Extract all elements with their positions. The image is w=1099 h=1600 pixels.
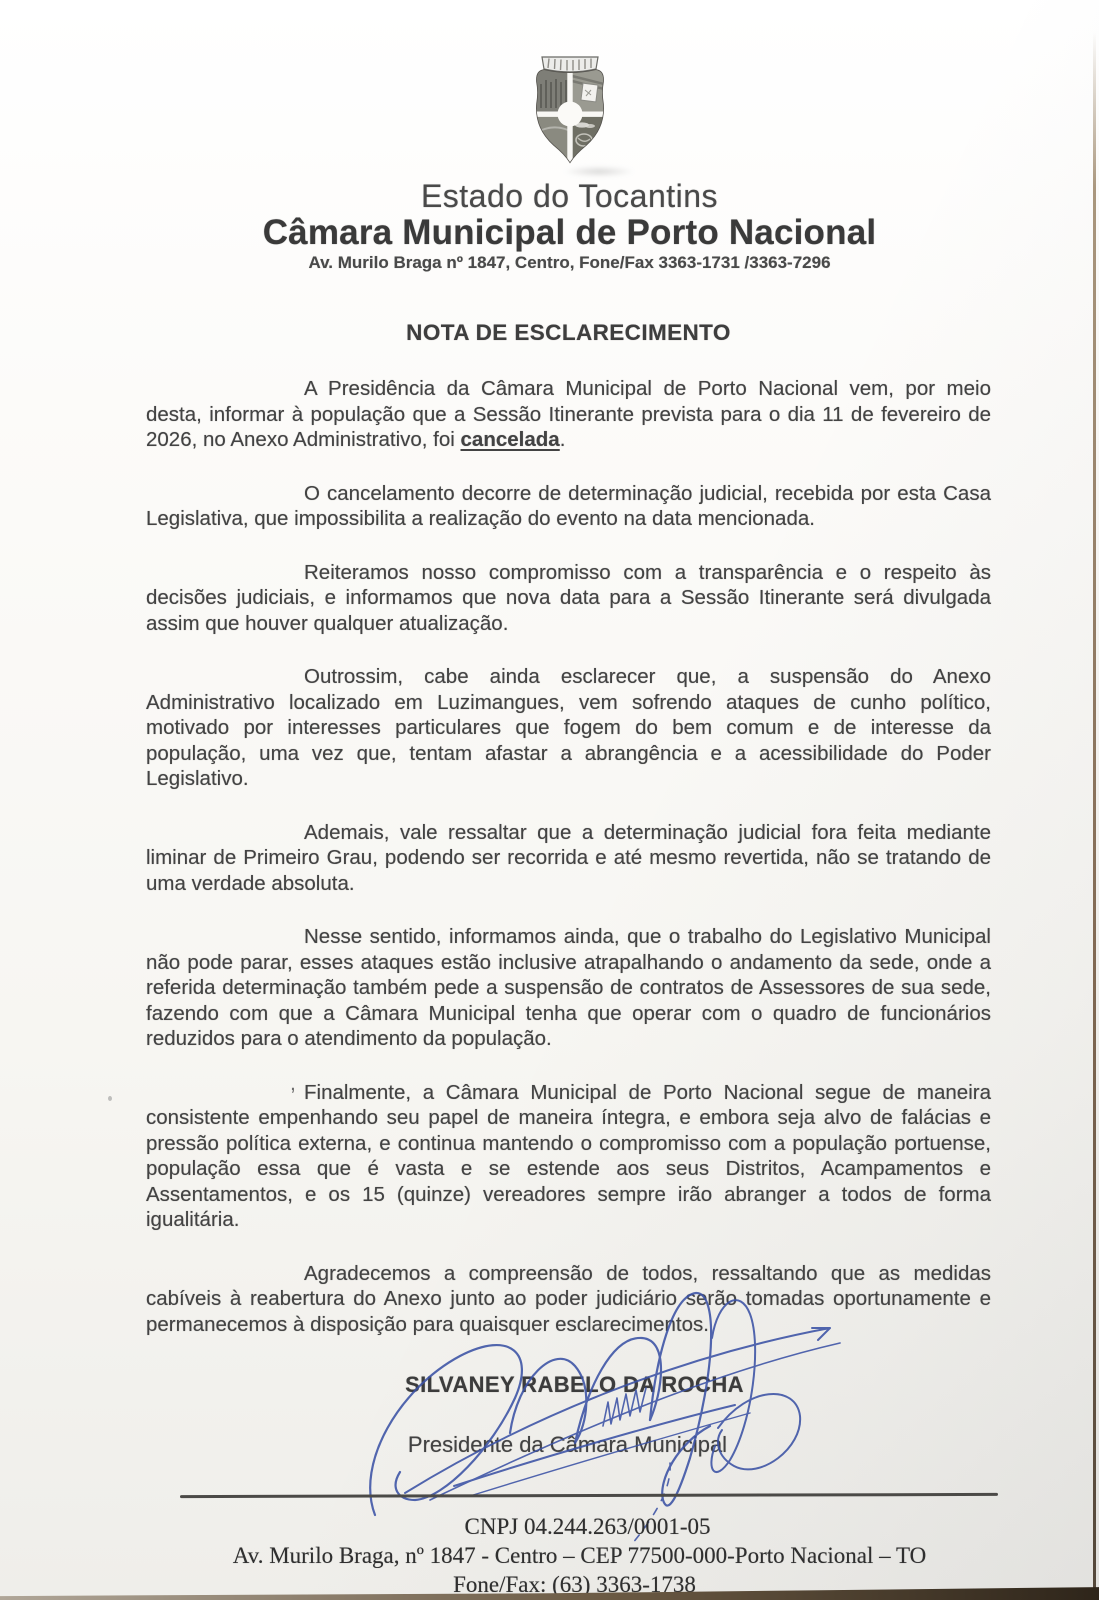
letterhead-state: Estado do Tocantins (420, 178, 719, 214)
handwritten-signature (360, 1248, 920, 1548)
letterhead-address: Av. Murilo Braga nº 1847, Centro, Fone/Fax 3363-1731 /3363-7296 (308, 253, 831, 272)
paragraph-1 (146, 376, 991, 453)
paragraph-8: Agradecemos a compreensão de todos, ressaltando que as medidas cabíveis à reabertura do Anexo junto ao poder judiciário serão tomadas oportunamente e permanecemos à disposição para quaisquer esclarecimentos. (146, 1261, 991, 1336)
signatory-role: Presidente da Câmara Municipal (407, 1432, 728, 1457)
paragraph-2: O cancelamento decorre de determinação judicial, recebida por esta Casa Legislativa, que impossibilita a realização do evento na data mencionada. (146, 481, 991, 530)
signatory-name: SILVANEY RABELO DA ROCHA (405, 1372, 744, 1397)
scan-dot-artifact (108, 1096, 112, 1101)
letterhead-institution: Câmara Municipal de Porto Nacional (262, 213, 877, 252)
paragraph-3: Reiteramos nosso compromisso com a transparência e o respeito às decisões judiciais, e informamos que nova data para a Sessão Itinerante será divulgada assim que houver qualquer atualização. (146, 560, 991, 635)
paragraph-5: Ademais, vale ressaltar que a determinação judicial fora feita mediante liminar de Primeiro Grau, podendo ser recorrida e até mesmo revertida, não se tratando de uma verdade absoluta. (146, 820, 991, 895)
paper-edge (1093, 32, 1096, 1592)
ink-artifact: , (290, 1072, 296, 1095)
footer-phone: Fone/Fax: (63) 3363-1738 (453, 1572, 696, 1597)
coat-of-arms-icon (520, 54, 620, 166)
scan-smudge (563, 166, 635, 177)
footer-cnpj: CNPJ 04.244.263/0001-05 (464, 1514, 711, 1539)
footer-address: Av. Murilo Braga, nº 1847 - Centro – CEP 77500-000-Porto Nacional – TO (232, 1543, 927, 1568)
paragraph-7: Finalmente, a Câmara Municipal de Porto Nacional segue de maneira consistente empenhando seu papel de maneira íntegra, e embora seja alvo de falácias e pressão política externa, e continua mantendo o compromisso com a população portuense, população essa que é vasta e se estende aos seus Distritos, Acampamentos e Assentamentos, e os 15 (quinze) vereadores sempre irão abranger a todos de forma igualitária. (146, 1080, 991, 1231)
paragraph-4: Outrossim, cabe ainda esclarecer que, a suspensão do Anexo Administrativo localizado em Luzimangues, vem sofrendo ataques de cunho político, motivado por interesses particulares que fogem do bem comum e de interesse da população, uma vez que, tentam afastar a abrangência e a acessibilidade do Poder Legislativo. (146, 665, 991, 790)
paragraph-1-text: A Presidência da Câmara Municipal de Porto Nacional vem, por meio desta, informar à população que a Sessão Itinerante prevista para o dia 11 de fevereiro de 2026, no Anexo Administrativo, foi (146, 377, 991, 451)
document-title: NOTA DE ESCLARECIMENTO (406, 320, 731, 345)
document-body (146, 376, 991, 1365)
cancelada-emphasis: cancelada (460, 428, 560, 451)
paragraph-1-period: . (559, 428, 566, 451)
paragraph-6: Nesse sentido, informamos ainda, que o trabalho do Legislativo Municipal não pode parar, esses ataques estão inclusive atrapalhando o andamento da sede, onde a referida determinação também pede a suspensão de contratos de Assessores de sua sede, fazendo com que a Câmara Municipal tenha que operar com o quadro de funcionários reduzidos para o atendimento da população. (146, 925, 991, 1050)
